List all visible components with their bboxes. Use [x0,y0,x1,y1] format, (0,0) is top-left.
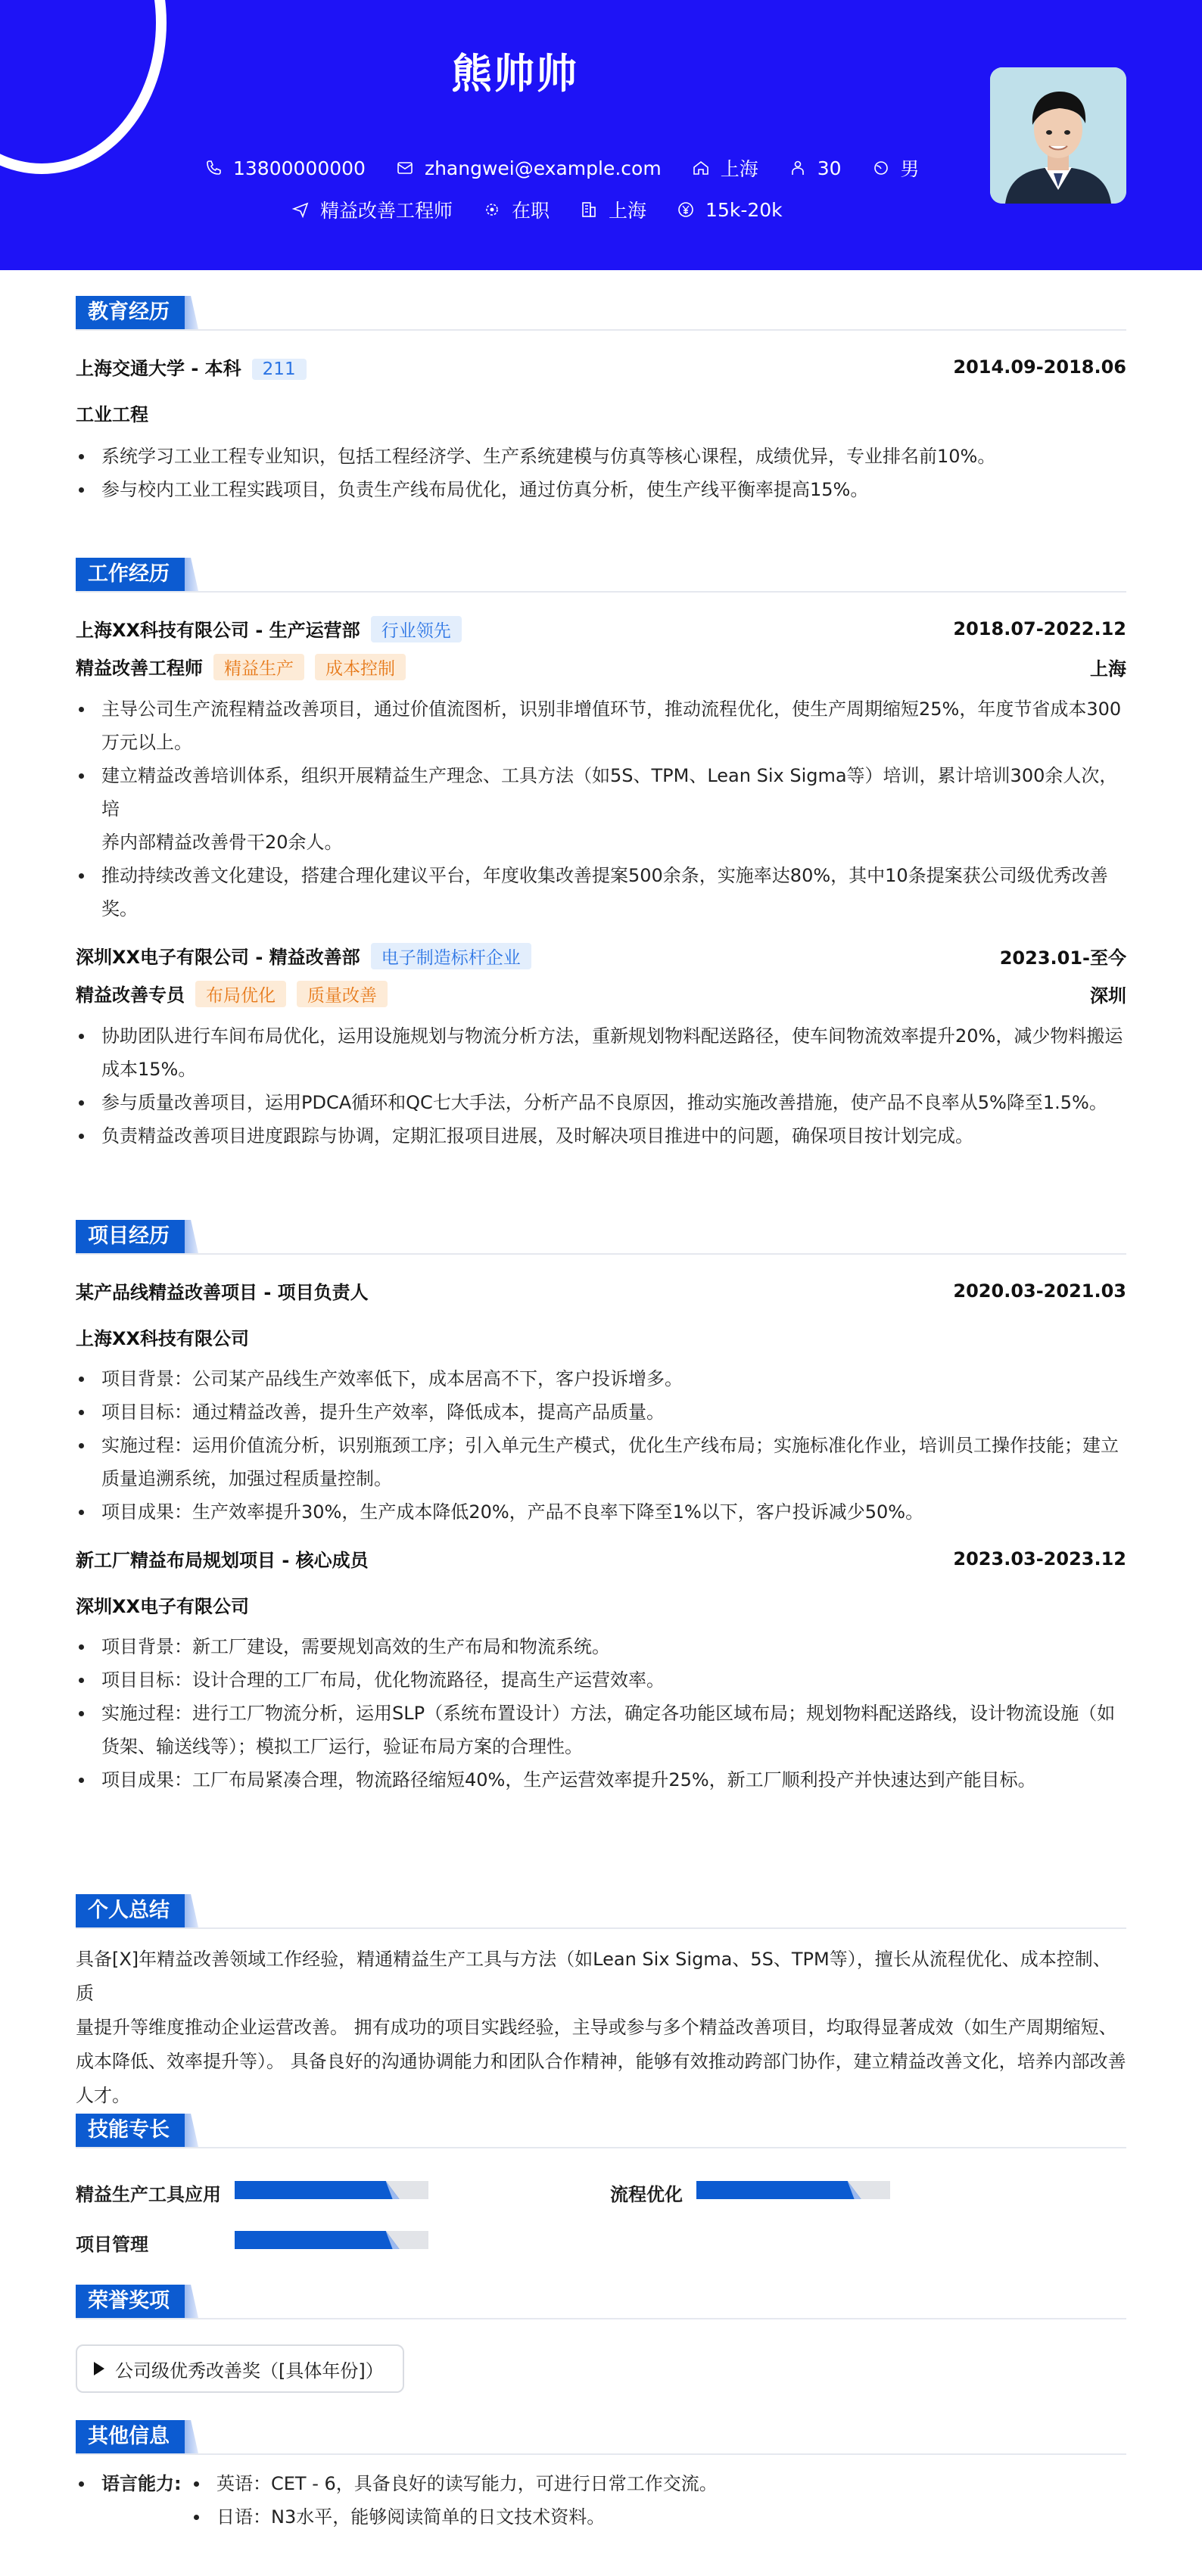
resume-header [0,0,1202,270]
project-bullets [76,1630,1126,1797]
skill-bar-fill [235,2231,400,2249]
projects-section [76,1220,1126,1797]
skill-bar-fill [696,2181,861,2199]
section-header [76,558,1126,593]
list-item: 参与校内工业工程实践项目，负责生产线布局优化，通过仿真分析，使生产线平衡率提高15%。 [76,473,1126,506]
list-item: 协助团队进行车间布局优化，运用设施规划与物流分析方法，重新规划物料配送路径，使车间物流效率提升20%，减少物料搬运 成本15%。 [76,1019,1126,1086]
section-header [76,296,1126,331]
contact-age: 30 [789,157,842,179]
list-item: 项目目标：通过精益改善，提升生产效率，降低成本，提高产品质量。 [76,1395,1126,1429]
role-tag: 精益生产 [213,654,304,680]
award-item[interactable] [76,2344,404,2393]
project-header [76,1277,1126,1304]
list-item: 主导公司生产流程精益改善项目，通过价值流图析，识别非增值环节，推动流程优化，使生产周期缩短25%，年度节省成本300 万元以上。 [76,692,1126,759]
language-row [76,2467,1126,2534]
work-date: 2018.07-2022.12 [953,618,1126,639]
section-header [76,2420,1126,2455]
section-header [76,2285,1126,2319]
section-header [76,1220,1126,1255]
work-bullets [76,692,1126,926]
job-intent-row [291,196,783,223]
list-item: 推动持续改善文化建设，搭建合理化建议平台，年度收集改善提案500余条，实施率达80%，其中10条提案获公司级优秀改善 奖。 [76,859,1126,926]
list-item: 日语：N3水平，能够阅读简单的日文技术资料。 [191,2500,718,2534]
job-title: 精益改善专员 [76,985,185,1006]
home-icon [692,159,710,177]
section-title: 教育经历 [76,296,185,329]
work-city: 深圳 [1090,985,1126,1006]
avatar [990,67,1126,204]
project-bullets [76,1362,1126,1529]
project-date: 2023.03-2023.12 [953,1548,1126,1570]
contact-city: 上海 [692,154,758,182]
yen-icon [677,201,695,219]
skill-bar [235,2181,428,2199]
list-item: 系统学习工业工程专业知识，包括工程经济学、生产系统建模与仿真等核心课程，成绩优异，专业排名前10%。 [76,440,1126,473]
contact-gender: 男 [872,154,920,182]
company-name: 上海XX科技有限公司 - 生产运营部 [76,620,360,641]
skill-label: 流程优化 [610,2184,683,2205]
section-header [76,2114,1126,2148]
building-icon [580,201,598,219]
skill-bar [235,2231,428,2249]
role-tag: 成本控制 [315,654,406,680]
mail-icon [396,159,414,177]
language-list [191,2467,718,2534]
list-item: 项目背景：新工厂建设，需要规划高效的生产布局和物流系统。 [76,1630,1126,1663]
work-role-row [76,653,1126,680]
list-item: 项目背景：公司某产品线生产效率低下，成本居高不下，客户投诉增多。 [76,1362,1126,1395]
company-tag: 行业领先 [371,616,462,642]
skills-section [76,2114,1126,2148]
skill-bar [696,2181,890,2199]
work-role-row [76,980,1126,1007]
school-name: 上海交通大学 - 本科 [76,358,241,379]
section-title: 个人总结 [76,1894,185,1927]
list-item: 建立精益改善培训体系，组织开展精益生产理念、工具方法（如5S、TPM、Lean Six Sigma等）培训，累计培训300余人次，培 养内部精益改善骨干20余人。 [76,759,1126,859]
skill-label: 精益生产工具应用 [76,2184,221,2205]
project-company: 上海XX科技有限公司 [76,1328,250,1349]
work-bullets [76,1019,1126,1153]
award-label: 公司级优秀改善奖（[具体年份]） [115,2360,384,2382]
section-title: 工作经历 [76,558,185,591]
awards-section [76,2285,1126,2319]
other-section [76,2420,1126,2534]
list-item: 项目成果：生产效率提升30%，生产成本降低20%，产品不良率下降至1%以下，客户投诉减少50%。 [76,1495,1126,1529]
list-item: 项目目标：设计合理的工厂布局，优化物流路径，提高生产运营效率。 [76,1663,1126,1697]
skill-bar-fill [235,2181,400,2199]
section-title: 项目经历 [76,1220,185,1253]
section-title: 其他信息 [76,2420,185,2453]
section-title: 技能专长 [76,2114,185,2147]
school-tag: 211 [252,359,307,380]
intent-position: 精益改善工程师 [291,196,453,223]
candidate-name: 熊帅帅 [451,50,578,98]
list-item: 实施过程：运用价值流分析，识别瓶颈工序；引入单元生产模式，优化生产线布局；实施标准化作业，培训员工操作技能；建立 质量追溯系统，加强过程质量控制。 [76,1429,1126,1495]
role-tag: 质量改善 [297,981,388,1007]
work-entry-header [76,615,1126,642]
education-section [76,296,1126,506]
person-icon [789,159,807,177]
work-date: 2023.01-至今 [999,947,1126,969]
intent-status: 在职 [483,196,550,223]
role-tag: 布局优化 [195,981,286,1007]
section-title: 荣誉奖项 [76,2285,185,2318]
company-name: 深圳XX电子有限公司 - 精益改善部 [76,947,360,968]
skill-label: 项目管理 [76,2234,148,2255]
contact-row [204,154,920,182]
list-item: 负责精益改善项目进度跟踪与协调，定期汇报项目进展，及时解决项目推进中的问题，确保项目按计划完成。 [76,1119,1126,1153]
language-label: 语言能力: [76,2467,191,2500]
status-icon [483,201,501,219]
avatar-portrait [990,67,1126,204]
section-header [76,1894,1126,1929]
intent-salary: 15k-20k [677,199,783,221]
intent-city: 上海 [580,196,646,223]
major: 工业工程 [76,404,148,425]
education-date: 2014.09-2018.06 [953,356,1126,378]
education-header [76,353,1126,380]
contact-phone: 13800000000 [204,157,366,179]
caret-right-icon [94,2362,104,2375]
list-item: 参与质量改善项目，运用PDCA循环和QC七大手法，分析产品不良原因，推动实施改善措施，使产品不良率从5%降至1.5%。 [76,1086,1126,1119]
list-item: 英语：CET - 6，具备良好的读写能力，可进行日常工作交流。 [191,2467,718,2500]
contact-email: zhangwei@example.com [396,157,662,179]
company-tag: 电子制造标杆企业 [371,943,531,969]
list-item: 实施过程：进行工厂物流分析，运用SLP（系统布置设计）方法，确定各功能区域布局；规划物料配送路线，设计物流设施（如 货架、输送线等）；模拟工厂运行，验证布局方案的合理性。 [76,1697,1126,1763]
list-item: 项目成果：工厂布局紧凑合理，物流路径缩短40%，生产运营效率提升25%，新工厂顺利投产并快速达到产能目标。 [76,1763,1126,1797]
phone-icon [204,159,223,177]
project-title: 某产品线精益改善项目 - 项目负责人 [76,1282,369,1303]
education-bullets [76,440,1126,506]
project-date: 2020.03-2021.03 [953,1280,1126,1302]
send-icon [291,201,310,219]
gender-icon [872,159,890,177]
summary-text: 具备[X]年精益改善领域工作经验，精通精益生产工具与方法（如Lean Six Sigma、5S、TPM等），擅长从流程优化、成本控制、质 量提升等维度推动企业运营改善。 拥有成功的项目实践经验，主导或参与多个精益改善项目，均取得显著成效（如生产周期缩短、 成本降低、效率提升等）。 具备良好的沟通协调能力和团队合作精神，能够有效推动跨部门协作，建立精益改善文化，培养内部改善 人才。 [76,1949,1126,2106]
work-city: 上海 [1090,658,1126,680]
project-company: 深圳XX电子有限公司 [76,1596,250,1617]
work-section [76,558,1126,1153]
work-entry-header [76,942,1126,969]
project-title: 新工厂精益布局规划项目 - 核心成员 [76,1550,369,1571]
job-title: 精益改善工程师 [76,658,203,679]
summary-section [76,1894,1126,2113]
project-header [76,1545,1126,1572]
